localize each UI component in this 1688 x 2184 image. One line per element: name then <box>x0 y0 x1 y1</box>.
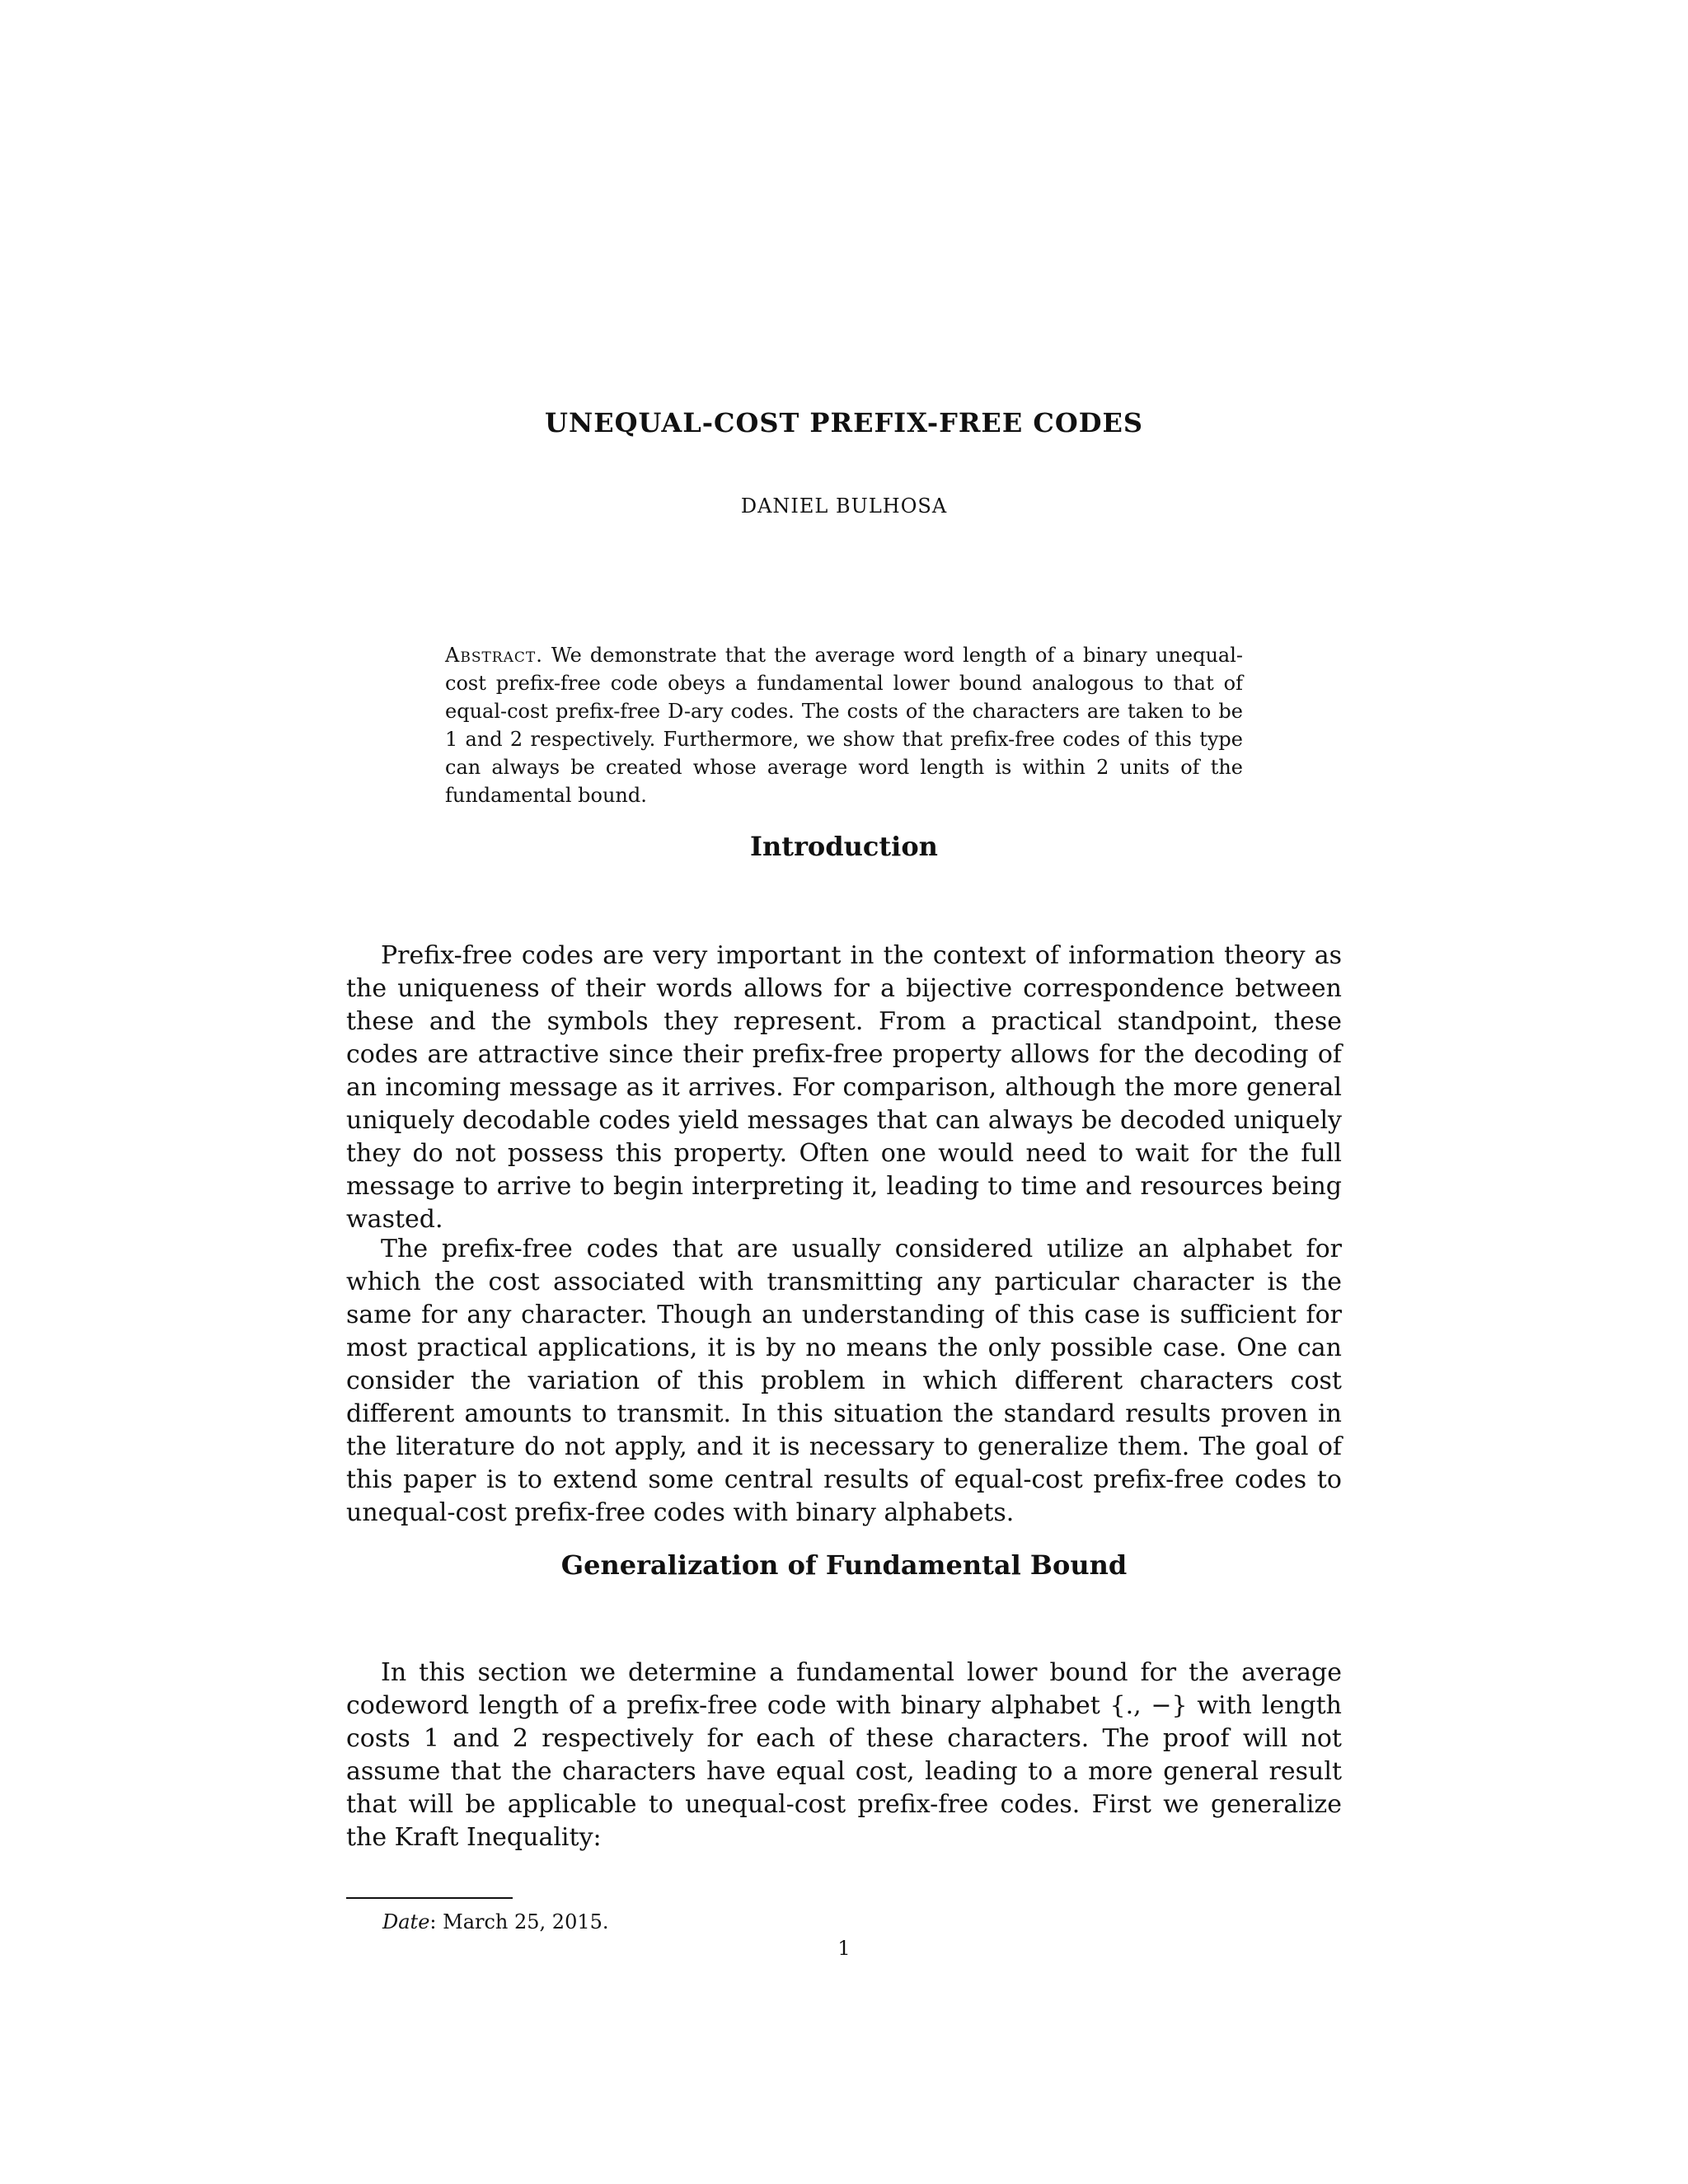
author-name: DANIEL BULHOSA <box>740 494 948 518</box>
intro-paragraph-2: The prefix-free codes that are usually considered utilize an alphabet for which the cost associated with transmitting any particular character is the same for any character. Though an understanding of this case is sufficient for most practical applications, it is by no means the only possible case. One can consider the variation of this problem in which different characters cost different amounts to transmit. In this situation the standard results proven in the literature do not apply, and it is necessary to generalize them. The goal of this paper is to extend some central results of equal-cost prefix-free codes to unequal-cost prefix-free codes with binary alphabets. <box>346 1235 1342 1527</box>
abstract-text: We demonstrate that the average word length of a binary unequal-cost prefix-free code obeys a fundamental lower bound analogous to that of equal-cost prefix-free D-ary codes. The costs of the characters are taken to be 1 and 2 respectively. Furthermore, we show that prefix-free codes of this type can always be created whose average word length is within 2 units of the fundamental bound. <box>445 644 1243 807</box>
abstract-block <box>445 641 1243 809</box>
section-heading-generalization: Generalization of Fundamental Bound <box>560 1549 1128 1581</box>
footnote-divider <box>346 1897 513 1899</box>
section-heading-introduction: Introduction <box>750 831 938 862</box>
footnote-text: : March 25, 2015. <box>429 1910 609 1933</box>
intro-paragraph-1: Prefix-free codes are very important in the context of information theory as the uniqueness of their words allows for a bijective correspondence between these and the symbols they represent. From a practical standpoint, these codes are attractive since their prefix-free property allows for the decoding of an incoming message as it arrives. For comparison, although the more general uniquely decodable codes yield messages that can always be decoded uniquely they do not possess this property. Often one would need to wait for the full message to arrive to begin interpreting it, leading to time and resources being wasted. <box>346 941 1342 1234</box>
page-number: 1 <box>837 1937 851 1960</box>
generalization-paragraph-1: In this section we determine a fundamental lower bound for the average codeword length of a prefix-free code with binary alphabet {., −} with length costs 1 and 2 respectively for each of these characters. The proof will not assume that the characters have equal cost, leading to a more general result that will be applicable to unequal-cost prefix-free codes. First we generalize the Kraft Inequality: <box>346 1658 1342 1852</box>
abstract-label: Abstract. <box>445 644 543 667</box>
footnote-label: Date <box>382 1910 430 1933</box>
footnote <box>382 1910 609 1933</box>
paper-title: UNEQUAL-COST PREFIX-FREE CODES <box>545 407 1143 438</box>
